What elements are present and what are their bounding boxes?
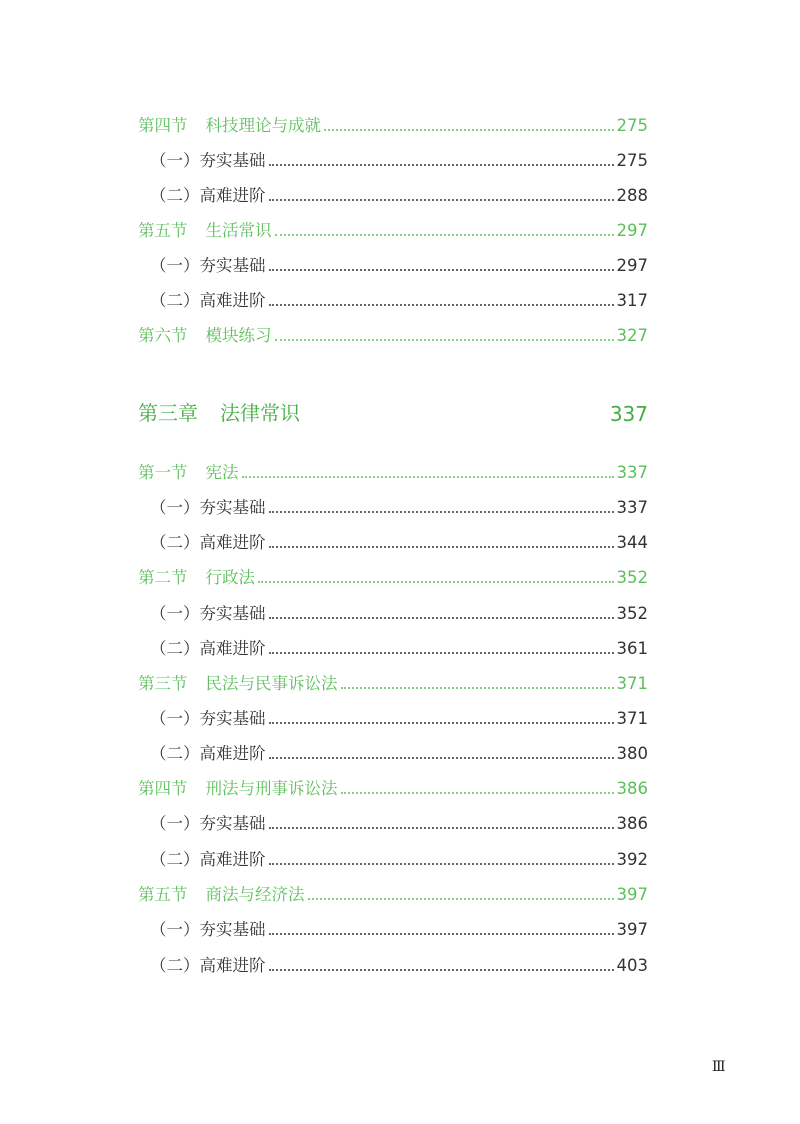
- subsection-label: （一）夯实基础: [150, 814, 266, 833]
- toc-subsection-entry[interactable]: [150, 596, 648, 624]
- dot-leader: [269, 199, 614, 201]
- dot-leader: [269, 269, 614, 271]
- dot-leader: [269, 722, 614, 724]
- page-number: 403: [616, 956, 648, 975]
- subsection-label: （一）夯实基础: [150, 709, 266, 728]
- dot-leader: [341, 792, 614, 794]
- toc-section-entry[interactable]: [138, 108, 648, 136]
- toc-subsection-entry[interactable]: [150, 701, 648, 729]
- dot-leader: [308, 898, 614, 900]
- section-number: 第五节: [138, 885, 188, 904]
- dot-leader: [269, 757, 614, 759]
- dot-leader: [269, 304, 614, 306]
- toc-section-entry[interactable]: [138, 877, 648, 905]
- section-number: 第五节: [138, 221, 188, 240]
- section-number: 第四节: [138, 779, 188, 798]
- page-number: 327: [616, 326, 648, 345]
- page-number: 275: [616, 151, 648, 170]
- toc-section-entry[interactable]: [138, 666, 648, 694]
- toc-subsection-entry[interactable]: [150, 806, 648, 834]
- subsection-label: （二）高难进阶: [150, 850, 266, 869]
- subsection-label: （二）高难进阶: [150, 533, 266, 552]
- section-number: 第三节: [138, 674, 188, 693]
- chapter-page-number: 337: [609, 402, 648, 426]
- subsection-label: （一）夯实基础: [150, 920, 266, 939]
- section-number: 第一节: [138, 463, 188, 482]
- page-number: 371: [616, 674, 648, 693]
- page-number: 317: [616, 291, 648, 310]
- dot-leader: [269, 969, 614, 971]
- section-number: 第六节: [138, 326, 188, 345]
- toc-subsection-entry[interactable]: [150, 248, 648, 276]
- subsection-label: （一）夯实基础: [150, 498, 266, 517]
- subsection-label: （二）高难进阶: [150, 956, 266, 975]
- dot-leader: [275, 339, 614, 341]
- dot-leader: [275, 234, 614, 236]
- page-number: 297: [616, 221, 648, 240]
- page-number: 397: [616, 885, 648, 904]
- page-number: 344: [616, 533, 648, 552]
- toc-subsection-entry[interactable]: [150, 736, 648, 764]
- subsection-label: （一）夯实基础: [150, 604, 266, 623]
- dot-leader: [269, 617, 614, 619]
- toc-subsection-entry[interactable]: [150, 178, 648, 206]
- page-number: 337: [616, 498, 648, 517]
- page-number: 386: [616, 779, 648, 798]
- page-number: 392: [616, 850, 648, 869]
- dot-leader: [269, 546, 614, 548]
- subsection-label: （二）高难进阶: [150, 291, 266, 310]
- dot-leader: [269, 863, 614, 865]
- toc-section-entry[interactable]: [138, 318, 648, 346]
- toc-section-entry[interactable]: [138, 455, 648, 483]
- subsection-label: （一）夯实基础: [150, 256, 266, 275]
- section-title: 民法与民事诉讼法: [205, 674, 338, 693]
- subsection-label: （二）高难进阶: [150, 639, 266, 658]
- dot-leader: [242, 476, 614, 478]
- page-number: 288: [616, 186, 648, 205]
- section-title: 生活常识: [205, 221, 272, 240]
- toc-subsection-entry[interactable]: [150, 143, 648, 171]
- folio-page-number: Ⅲ: [712, 1059, 726, 1075]
- dot-leader: [269, 933, 614, 935]
- dot-leader: [269, 827, 614, 829]
- section-title: 商法与经济法: [205, 885, 305, 904]
- page-number: 337: [616, 463, 648, 482]
- page-number: 386: [616, 814, 648, 833]
- page-number: 361: [616, 639, 648, 658]
- dot-leader: [269, 164, 614, 166]
- subsection-label: （二）高难进阶: [150, 744, 266, 763]
- section-number: 第四节: [138, 116, 188, 135]
- dot-leader: [324, 129, 614, 131]
- section-title: 宪法: [205, 463, 239, 482]
- chapter-heading[interactable]: [138, 396, 648, 426]
- page-number: 297: [616, 256, 648, 275]
- section-title: 行政法: [205, 568, 255, 587]
- chapter-number: 第三章: [138, 401, 198, 425]
- page-number: 275: [616, 116, 648, 135]
- toc-subsection-entry[interactable]: [150, 631, 648, 659]
- toc-subsection-entry[interactable]: [150, 490, 648, 518]
- toc-section-entry[interactable]: [138, 771, 648, 799]
- toc-subsection-entry[interactable]: [150, 948, 648, 976]
- page-number: 352: [616, 568, 648, 587]
- page-number: 380: [616, 744, 648, 763]
- page-number: 352: [616, 604, 648, 623]
- toc-subsection-entry[interactable]: [150, 525, 648, 553]
- subsection-label: （一）夯实基础: [150, 151, 266, 170]
- section-title: 科技理论与成就: [205, 116, 321, 135]
- subsection-label: （二）高难进阶: [150, 186, 266, 205]
- toc-subsection-entry[interactable]: [150, 842, 648, 870]
- toc-section-entry[interactable]: [138, 213, 648, 241]
- page-number: 397: [616, 920, 648, 939]
- toc-subsection-entry[interactable]: [150, 283, 648, 311]
- section-title: 刑法与刑事诉讼法: [205, 779, 338, 798]
- dot-leader: [269, 652, 614, 654]
- section-number: 第二节: [138, 568, 188, 587]
- dot-leader: [269, 511, 614, 513]
- toc-subsection-entry[interactable]: [150, 912, 648, 940]
- dot-leader: [341, 687, 614, 689]
- toc-section-entry[interactable]: [138, 560, 648, 588]
- page-number: 371: [616, 709, 648, 728]
- section-title: 模块练习: [205, 326, 272, 345]
- chapter-title: 法律常识: [220, 401, 300, 425]
- dot-leader: [258, 581, 614, 583]
